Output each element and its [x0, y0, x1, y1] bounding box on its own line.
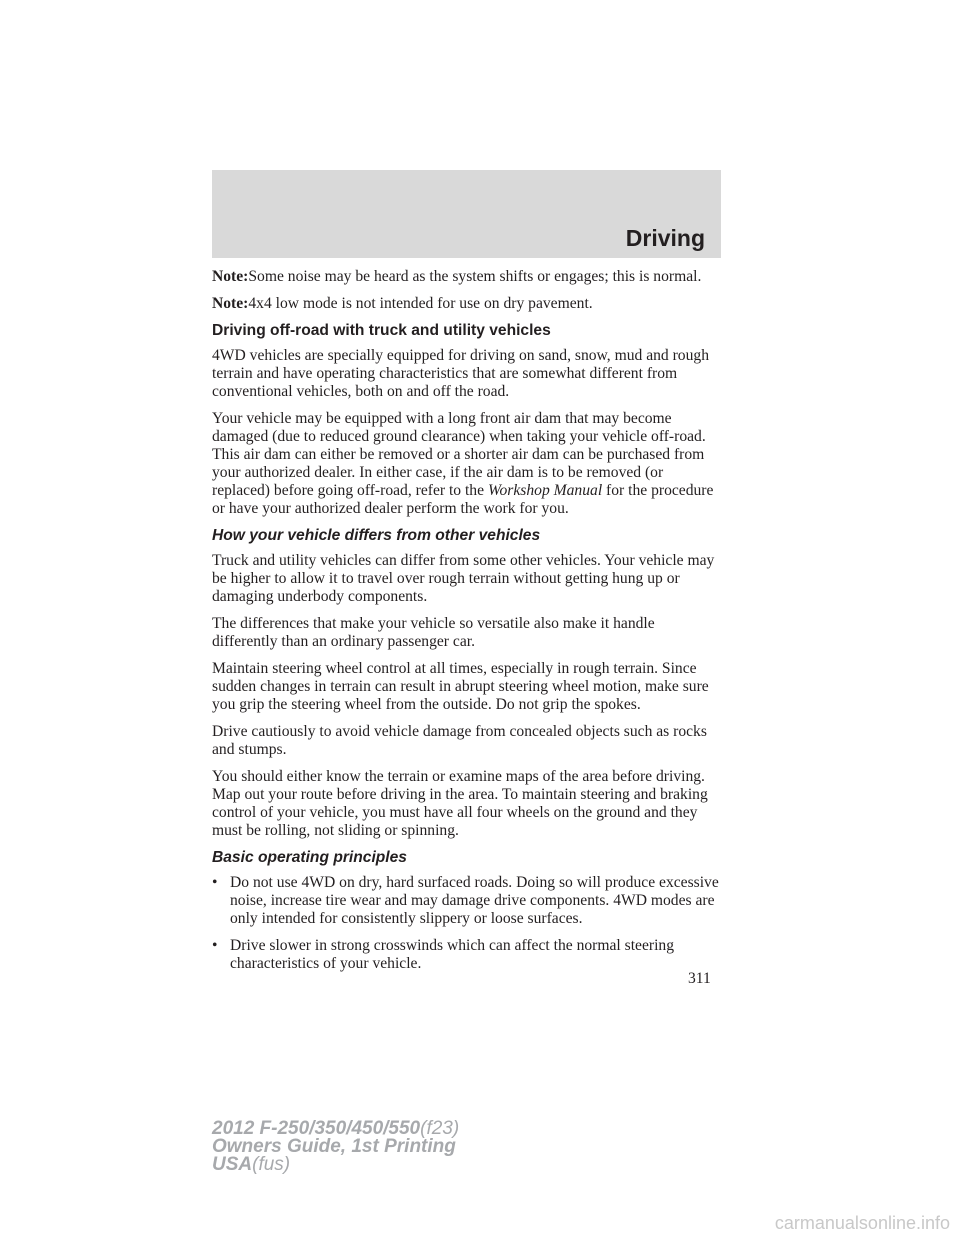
paragraph-differs: Maintain steering wheel control at all times, especially in rough terrain. Since sudden changes in terrain can result in abrupt steering wheel motion, make sure you grip the steering wheel from the outside. Do not grip the spokes. — [212, 660, 709, 713]
note-text: Some noise may be heard as the system shifts or engages; this is normal. — [248, 268, 702, 285]
footer-publication-info — [212, 1120, 459, 1174]
list-item-text: Do not use 4WD on dry, hard surfaced roads. Doing so will produce excessive noise, increase tire wear and may damage drive components. 4WD modes are only intended for consistently slippery or loose surfaces. — [230, 874, 719, 927]
heading-offroad: Driving off-road with truck and utility vehicles — [212, 322, 551, 339]
note-shift-noise — [212, 268, 724, 286]
bullet-icon: • — [212, 874, 218, 891]
workshop-manual-reference: Workshop Manual — [487, 482, 603, 499]
page-content — [212, 268, 724, 982]
page-number: 311 — [688, 970, 711, 987]
list-item — [212, 874, 724, 928]
paragraph-differs: The differences that make your vehicle so versatile also make it handle differently than an ordinary passenger car. — [212, 615, 655, 650]
section-header-band — [212, 170, 721, 258]
list-item-text: Drive slower in strong crosswinds which can affect the normal steering characteristics of your vehicle. — [230, 937, 675, 972]
paragraph-differs: Truck and utility vehicles can differ from some other vehicles. Your vehicle may be higher to allow it to travel over rough terrain without getting hung up or damaging underbody components. — [212, 552, 715, 605]
note-low-mode — [212, 295, 724, 313]
section-title: Driving — [625, 225, 705, 251]
footer-market-code: (fus) — [252, 1154, 291, 1175]
bullet-icon: • — [212, 937, 218, 954]
footer-model-code: (f23) — [420, 1118, 460, 1139]
air-dam-text-end: for the procedure or have your authorized dealer perform the work for you. — [212, 482, 714, 517]
paragraph-differs: You should either know the terrain or examine maps of the area before driving. Map out your route before driving in the area. To maintain steering and braking control of your vehicle, you must have all four wheels on the ground and they must be rolling, not sliding or spinning. — [212, 768, 708, 839]
paragraph-differs: Drive cautiously to avoid vehicle damage from concealed objects such as rocks and stumps. — [212, 723, 707, 758]
note-text: 4x4 low mode is not intended for use on dry pavement. — [248, 295, 593, 312]
principles-list — [212, 874, 724, 973]
heading-basic-principles: Basic operating principles — [212, 849, 407, 866]
paragraph-air-dam — [212, 410, 724, 518]
footer-line-market — [212, 1156, 459, 1174]
site-watermark: carmanualsonline.info — [774, 1213, 950, 1233]
footer-guide: Owners Guide, 1st Printing — [212, 1136, 456, 1157]
note-label: Note: — [212, 268, 249, 285]
heading-vehicle-differs: How your vehicle differs from other vehicles — [212, 527, 541, 544]
paragraph-offroad-4wd: 4WD vehicles are specially equipped for driving on sand, snow, mud and rough terrain and have operating characteristics that are somewhat different from conventional vehicles, both on and off the road. — [212, 347, 709, 400]
note-label: Note: — [212, 295, 249, 312]
footer-market: USA — [212, 1154, 253, 1175]
air-dam-text: Your vehicle may be equipped with a long front air dam that may become damaged (due to reduced ground clearance) when taking your vehicle off-road. This air dam can either be removed or a shorter air dam can be purchased from your authorized dealer. In either case, if the air dam is to be removed (or replaced) before going off-road, refer to the — [212, 410, 706, 499]
list-item — [212, 937, 724, 973]
footer-model: 2012 F-250/350/450/550 — [212, 1118, 421, 1139]
